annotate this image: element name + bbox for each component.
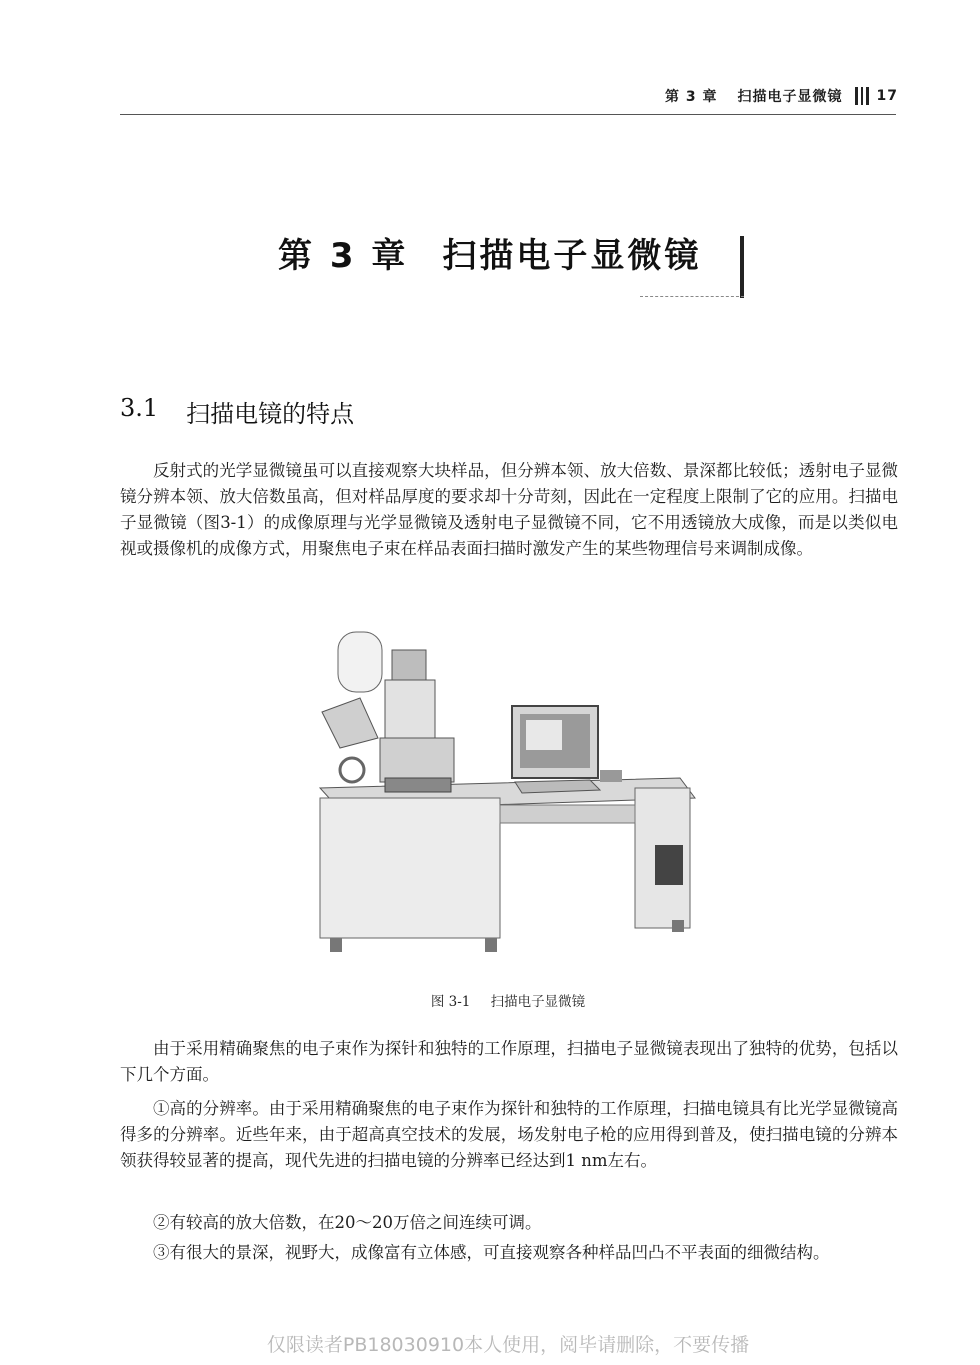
section-number: 3.1 xyxy=(120,394,159,422)
chapter-title-bar xyxy=(740,236,744,298)
chapter-title xyxy=(278,228,701,277)
paragraph-item-3: ③有很大的景深，视野大，成像富有立体感，可直接观察各种样品凹凸不平表面的细微结构。 xyxy=(153,1243,830,1262)
paragraph-advantages-intro: 由于采用精确聚焦的电子束作为探针和独特的工作原理，扫描电子显微镜表现出了独特的优势，包括以下几个方面。 xyxy=(120,1039,898,1084)
running-header xyxy=(665,86,898,106)
section-title: 扫描电镜的特点 xyxy=(186,400,355,428)
section-heading xyxy=(120,394,354,429)
chapter-title-underline xyxy=(640,296,744,297)
chapter-name: 扫描电子显微镜 xyxy=(442,236,702,276)
paragraph-intro: 反射式的光学显微镜虽可以直接观察大块样品，但分辨本领、放大倍数、景深都比较低；透射电子显微镜分辨本领、放大倍数虽高，但对样品厚度的要求却十分苛刻，因此在一定程度上限制了它的应用。扫描电子显微镜（图3-1）的成像原理与光学显微镜及透射电子显微镜不同，它不用透镜放大成像，而是以类似电视或摄像机的成像方式，用聚焦电子束在样品表面扫描时激发产生的某些物理信号来调制成像。 xyxy=(120,461,898,558)
figure-caption xyxy=(0,990,980,1010)
page-number: 17 xyxy=(876,88,898,104)
header-bars-ornament xyxy=(855,87,869,105)
sem-photo xyxy=(300,620,720,980)
header-rule xyxy=(120,114,896,115)
paragraph-item-2: ②有较高的放大倍数，在20～20万倍之间连续可调。 xyxy=(153,1213,542,1232)
figure-caption-text: 扫描电子显微镜 xyxy=(490,994,586,1010)
chapter-number: 第 3 章 xyxy=(278,236,409,276)
watermark: 仅限读者PB18030910本人使用，阅毕请删除，不要传播 xyxy=(266,1334,750,1356)
header-chapter-label: 第 3 章 xyxy=(665,89,718,105)
figure-number: 图 3-1 xyxy=(430,994,471,1010)
paragraph-item-1: ①高的分辨率。由于采用精确聚焦的电子束作为探针和独特的工作原理，扫描电镜具有比光学显微镜高得多的分辨率。近些年来，由于超高真空技术的发展，场发射电子枪的应用得到普及，使扫描电镜的分辨本领获得较显著的提高，现代先进的扫描电镜的分辨率已经达到1 nm左右。 xyxy=(120,1099,898,1170)
header-chapter-name: 扫描电子显微镜 xyxy=(737,89,843,105)
